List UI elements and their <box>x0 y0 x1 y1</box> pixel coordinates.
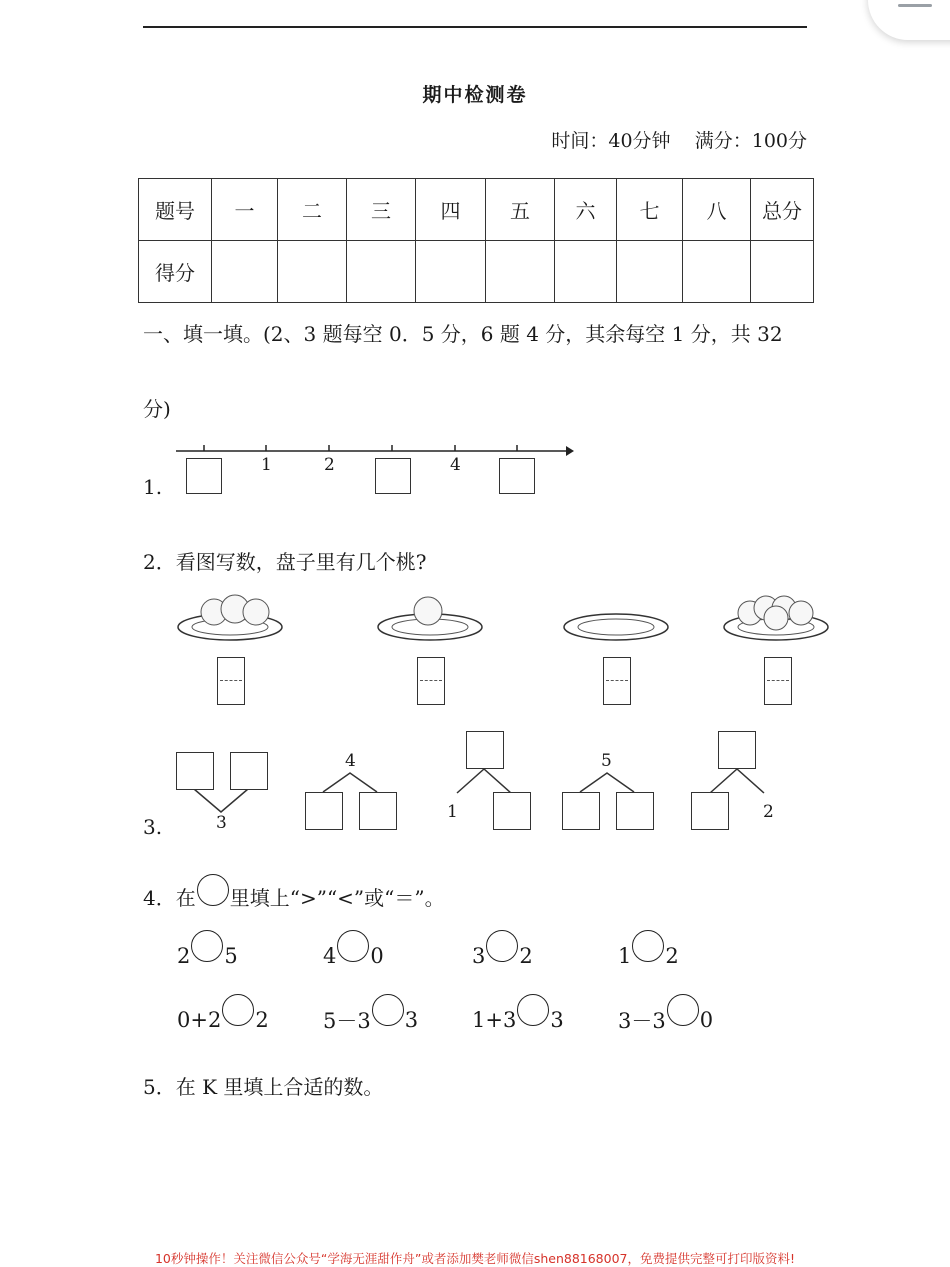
compare-right: 3 <box>404 1008 419 1032</box>
table-cell: 总分 <box>751 179 814 241</box>
circle-icon <box>197 874 229 906</box>
compare-item <box>618 940 679 972</box>
compare-left: 5－3 <box>323 1009 371 1033</box>
compare-item <box>323 1004 418 1036</box>
compare-left: 4 <box>323 944 337 968</box>
table-cell: 五 <box>486 179 555 241</box>
number-line-label: 2 <box>324 455 335 475</box>
q4-text-after: 里填上“>”“<”或“＝”。 <box>229 885 445 910</box>
compare-right: 3 <box>550 1008 564 1032</box>
table-cell: 题号 <box>139 179 212 241</box>
compare-circle[interactable] <box>337 930 369 962</box>
compare-circle[interactable] <box>372 994 404 1026</box>
table-cell: 二 <box>278 179 347 241</box>
compare-item <box>472 940 533 972</box>
q4-text <box>143 880 445 912</box>
bond-number: 2 <box>763 802 774 822</box>
compare-left: 3 <box>472 944 486 968</box>
compare-right: 2 <box>519 944 533 968</box>
compare-circle[interactable] <box>191 930 223 962</box>
footer-banner: 10秒钟操作！关注微信公众号“学海无涯甜作舟”或者添加樊老师微信shen88168007，免费提供完整可打印版资料! <box>154 1251 796 1266</box>
compare-item <box>618 1004 713 1036</box>
answer-box[interactable] <box>359 792 397 830</box>
bond-number: 4 <box>345 751 356 771</box>
compare-left: 3－3 <box>618 1009 666 1033</box>
section1-heading-cont: 分) <box>143 397 171 421</box>
table-cell: 一 <box>212 179 278 241</box>
table-cell: 六 <box>555 179 617 241</box>
answer-box[interactable] <box>562 792 600 830</box>
answer-box[interactable] <box>176 752 214 790</box>
time-label: 时间：40分钟 <box>551 130 671 152</box>
compare-item <box>177 1004 269 1036</box>
compare-right: 0 <box>699 1008 714 1032</box>
bond-number: 5 <box>601 751 612 771</box>
compare-left: 2 <box>177 944 191 968</box>
answer-box[interactable] <box>305 792 343 830</box>
answer-box[interactable] <box>718 731 756 769</box>
compare-circle[interactable] <box>222 994 254 1026</box>
number-line-label: 1 <box>261 455 272 475</box>
table-cell: 四 <box>416 179 486 241</box>
q4-text-before: 4．在 <box>143 885 196 910</box>
q2-text: 2．看图写数，盘子里有几个桃? <box>143 550 427 574</box>
answer-box[interactable] <box>691 792 729 830</box>
answer-box[interactable] <box>466 731 504 769</box>
answer-box[interactable] <box>230 752 268 790</box>
q1-number: 1. <box>143 475 163 499</box>
compare-right: 2 <box>255 1008 269 1032</box>
compare-left: 0+2 <box>177 1008 222 1032</box>
full-score-label: 满分：100分 <box>694 130 807 152</box>
answer-box[interactable] <box>493 792 531 830</box>
table-cell: 七 <box>617 179 683 241</box>
compare-left: 1 <box>618 944 632 968</box>
q3-number: 3. <box>143 815 163 839</box>
bond-number: 3 <box>216 813 227 833</box>
number-line-label: 4 <box>450 455 461 475</box>
compare-right: 5 <box>224 944 238 968</box>
table-cell: 八 <box>683 179 751 241</box>
compare-circle[interactable] <box>632 930 664 962</box>
table-cell: 三 <box>347 179 416 241</box>
compare-circle[interactable] <box>517 994 549 1026</box>
table-cell: 得分 <box>139 241 212 303</box>
section1-heading: 一、填一填。(2、3 题每空 0．5 分，6 题 4 分，其余每空 1 分，共 32 <box>143 322 783 346</box>
compare-item <box>323 940 384 972</box>
q5-text: 5．在 K 里填上合适的数。 <box>143 1075 384 1099</box>
bond-number: 1 <box>447 802 458 822</box>
compare-item <box>472 1004 564 1036</box>
answer-box[interactable] <box>616 792 654 830</box>
compare-left: 1+3 <box>472 1008 517 1032</box>
compare-circle[interactable] <box>667 994 699 1026</box>
compare-item <box>177 940 238 972</box>
compare-circle[interactable] <box>486 930 518 962</box>
compare-right: 0 <box>370 944 384 968</box>
page-title: 期中检测卷 <box>422 84 528 106</box>
compare-right: 2 <box>665 944 679 968</box>
